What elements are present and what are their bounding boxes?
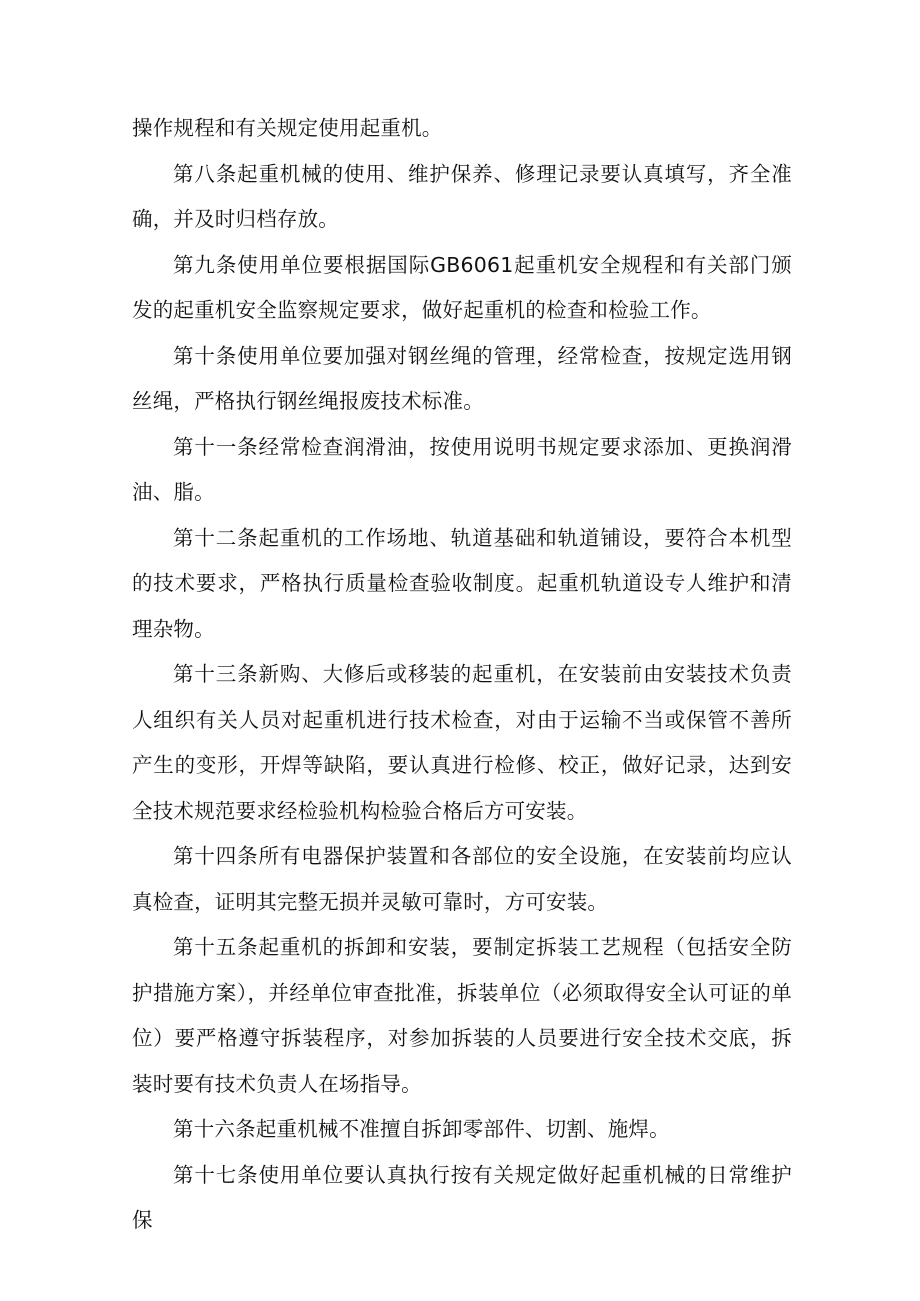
paragraph-article-11: 第十一条经常检查润滑油，按使用说明书规定要求添加、更换润滑油、脂。: [132, 434, 792, 504]
paragraph-article-13: 第十三条新购、大修后或移装的起重机，在安装前由安装技术负责人组织有关人员对起重机进行技术检查，对由于运输不当或保管不善所产生的变形，开焊等缺陷，要认真进行检修、校正，做好记录，达到安全技术规范要求经检验机构检验合格后方可安装。: [132, 662, 792, 823]
paragraph-article-17: 第十七条使用单位要认真执行按有关规定做好起重机械的日常维护保: [132, 1162, 792, 1232]
paragraph-article-16: 第十六条起重机械不准擅自拆卸零部件、切割、施焊。: [173, 1117, 670, 1141]
paragraph-article-15: 第十五条起重机的拆卸和安装，要制定拆装工艺规程（包括安全防护措施方案），并经单位审查批准，拆装单位（必须取得安全认可证的单位）要严格遵守拆装程序，对参加拆装的人员要进行安全技术交底，拆装时要有技术负责人在场指导。: [132, 935, 792, 1096]
paragraph-article-10: 第十条使用单位要加强对钢丝绳的管理，经常检查，按规定选用钢丝绳，严格执行钢丝绳报废技术标准。: [132, 343, 792, 413]
paragraph-article-14: 第十四条所有电器保护装置和各部位的安全设施，在安装前均应认真检查，证明其完整无损并灵敏可靠时，方可安装。: [132, 844, 792, 914]
paragraph-article-8: 第八条起重机械的使用、维护保养、修理记录要认真填写，齐全准确，并及时归档存放。: [132, 161, 792, 231]
paragraph-continuation: 操作规程和有关规定使用起重机。: [132, 116, 443, 140]
paragraph-article-12: 第十二条起重机的工作场地、轨道基础和轨道铺设，要符合本机型的技术要求，严格执行质量检查验收制度。起重机轨道设专人维护和清理杂物。: [132, 525, 792, 641]
paragraph-article-9: 第九条使用单位要根据国际GB6061起重机安全规程和有关部门颁发的起重机安全监察规定要求，做好起重机的检查和检验工作。: [132, 252, 792, 322]
document-body: [132, 106, 792, 1244]
